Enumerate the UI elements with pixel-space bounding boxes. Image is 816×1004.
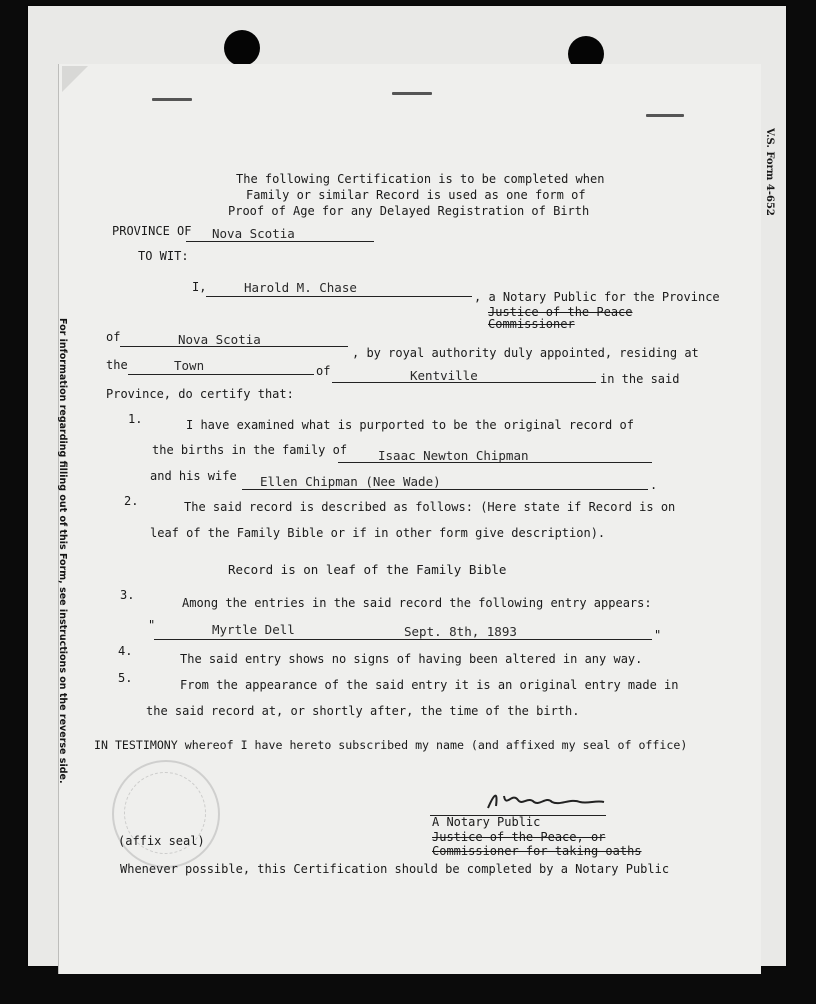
item-1-number: 1. (128, 412, 143, 426)
signer-struck: Justice of the Peace, or (432, 830, 606, 844)
item-3-text: Among the entries in the said record the following entry appears: (182, 596, 652, 610)
signer-struck: Commissioner for taking oaths (432, 844, 642, 858)
item-2-line: leaf of the Family Bible or if in other form give description). (150, 526, 606, 540)
notary-seal (112, 760, 220, 868)
family-line (338, 462, 652, 463)
family-value: Isaac Newton Chipman (378, 448, 529, 463)
folded-corner (62, 66, 88, 92)
punch-hole-left (224, 30, 260, 66)
commissioner-struck: Commissioner (488, 317, 575, 331)
of2-label: of (316, 364, 331, 378)
item-4-number: 4. (118, 644, 133, 658)
item-2-line: The said record is described as follows: (Here state if Record is on (184, 500, 676, 514)
the-value: Town (174, 358, 205, 373)
entry-open-quote: " (148, 618, 156, 632)
item-3-number: 3. (120, 588, 135, 602)
of-label: of (106, 330, 121, 344)
header-line: The following Certification is to be completed when (236, 172, 605, 186)
entry-name: Myrtle Dell (212, 622, 295, 637)
staple-mark (392, 92, 432, 95)
wife-label: and his wife (150, 469, 237, 483)
place-line (332, 382, 596, 383)
item-5-line: From the appearance of the said entry it is an original entry made in (180, 678, 679, 692)
record-description: Record is on leaf of the Family Bible (228, 562, 507, 577)
item-5-line: the said record at, or shortly after, the time of the birth. (146, 704, 580, 718)
wife-period: . (650, 478, 658, 492)
header-line: Family or similar Record is used as one form of (246, 188, 586, 202)
province-label: PROVINCE OF (112, 224, 192, 238)
item-4-text: The said entry shows no signs of having been altered in any way. (180, 652, 643, 666)
affix-seal-label: (affix seal) (118, 834, 205, 848)
notary-signature (470, 786, 620, 816)
notary-text: , a Notary Public for the Province (474, 290, 720, 304)
header-line: Proof of Age for any Delayed Registration of Birth (228, 204, 590, 218)
staple-mark (646, 114, 684, 117)
in-said-text: in the said (600, 372, 680, 386)
item-1-line: the births in the family of (152, 443, 348, 457)
place-value: Kentville (410, 368, 478, 383)
side-note: For information regarding filling out of this Form, see instructions on the reverse side. (57, 318, 68, 784)
of-line (120, 346, 348, 347)
item-1-line: I have examined what is purported to be the original record of (186, 418, 634, 432)
of-value: Nova Scotia (178, 332, 261, 347)
entry-date: Sept. 8th, 1893 (404, 624, 517, 639)
i-label: I, (192, 280, 207, 294)
the-label: the (106, 358, 128, 372)
item-5-number: 5. (118, 671, 133, 685)
province-certify: Province, do certify that: (106, 387, 294, 401)
footer-note: Whenever possible, this Certification should be completed by a Notary Public (120, 862, 670, 876)
form-number: V.S. Form 4-652 (764, 128, 775, 216)
justice-struck: Justice of the Peace (488, 305, 633, 319)
wife-line (242, 489, 648, 490)
testimony-text: IN TESTIMONY whereof I have hereto subscribed my name (and affixed my seal of office) (94, 738, 688, 752)
notary-name: Harold M. Chase (244, 280, 357, 295)
entry-line (154, 639, 652, 640)
province-value: Nova Scotia (212, 226, 295, 241)
royal-text: , by royal authority duly appointed, residing at (352, 346, 699, 360)
signer-title: A Notary Public (432, 815, 541, 829)
entry-close-quote: " (654, 628, 662, 642)
item-2-number: 2. (124, 494, 139, 508)
name-line (206, 296, 472, 297)
province-line (186, 241, 374, 242)
staple-mark (152, 98, 192, 101)
to-wit-label: TO WIT: (138, 249, 189, 263)
the-line (128, 374, 314, 375)
wife-value: Ellen Chipman (Nee Wade) (260, 474, 441, 489)
